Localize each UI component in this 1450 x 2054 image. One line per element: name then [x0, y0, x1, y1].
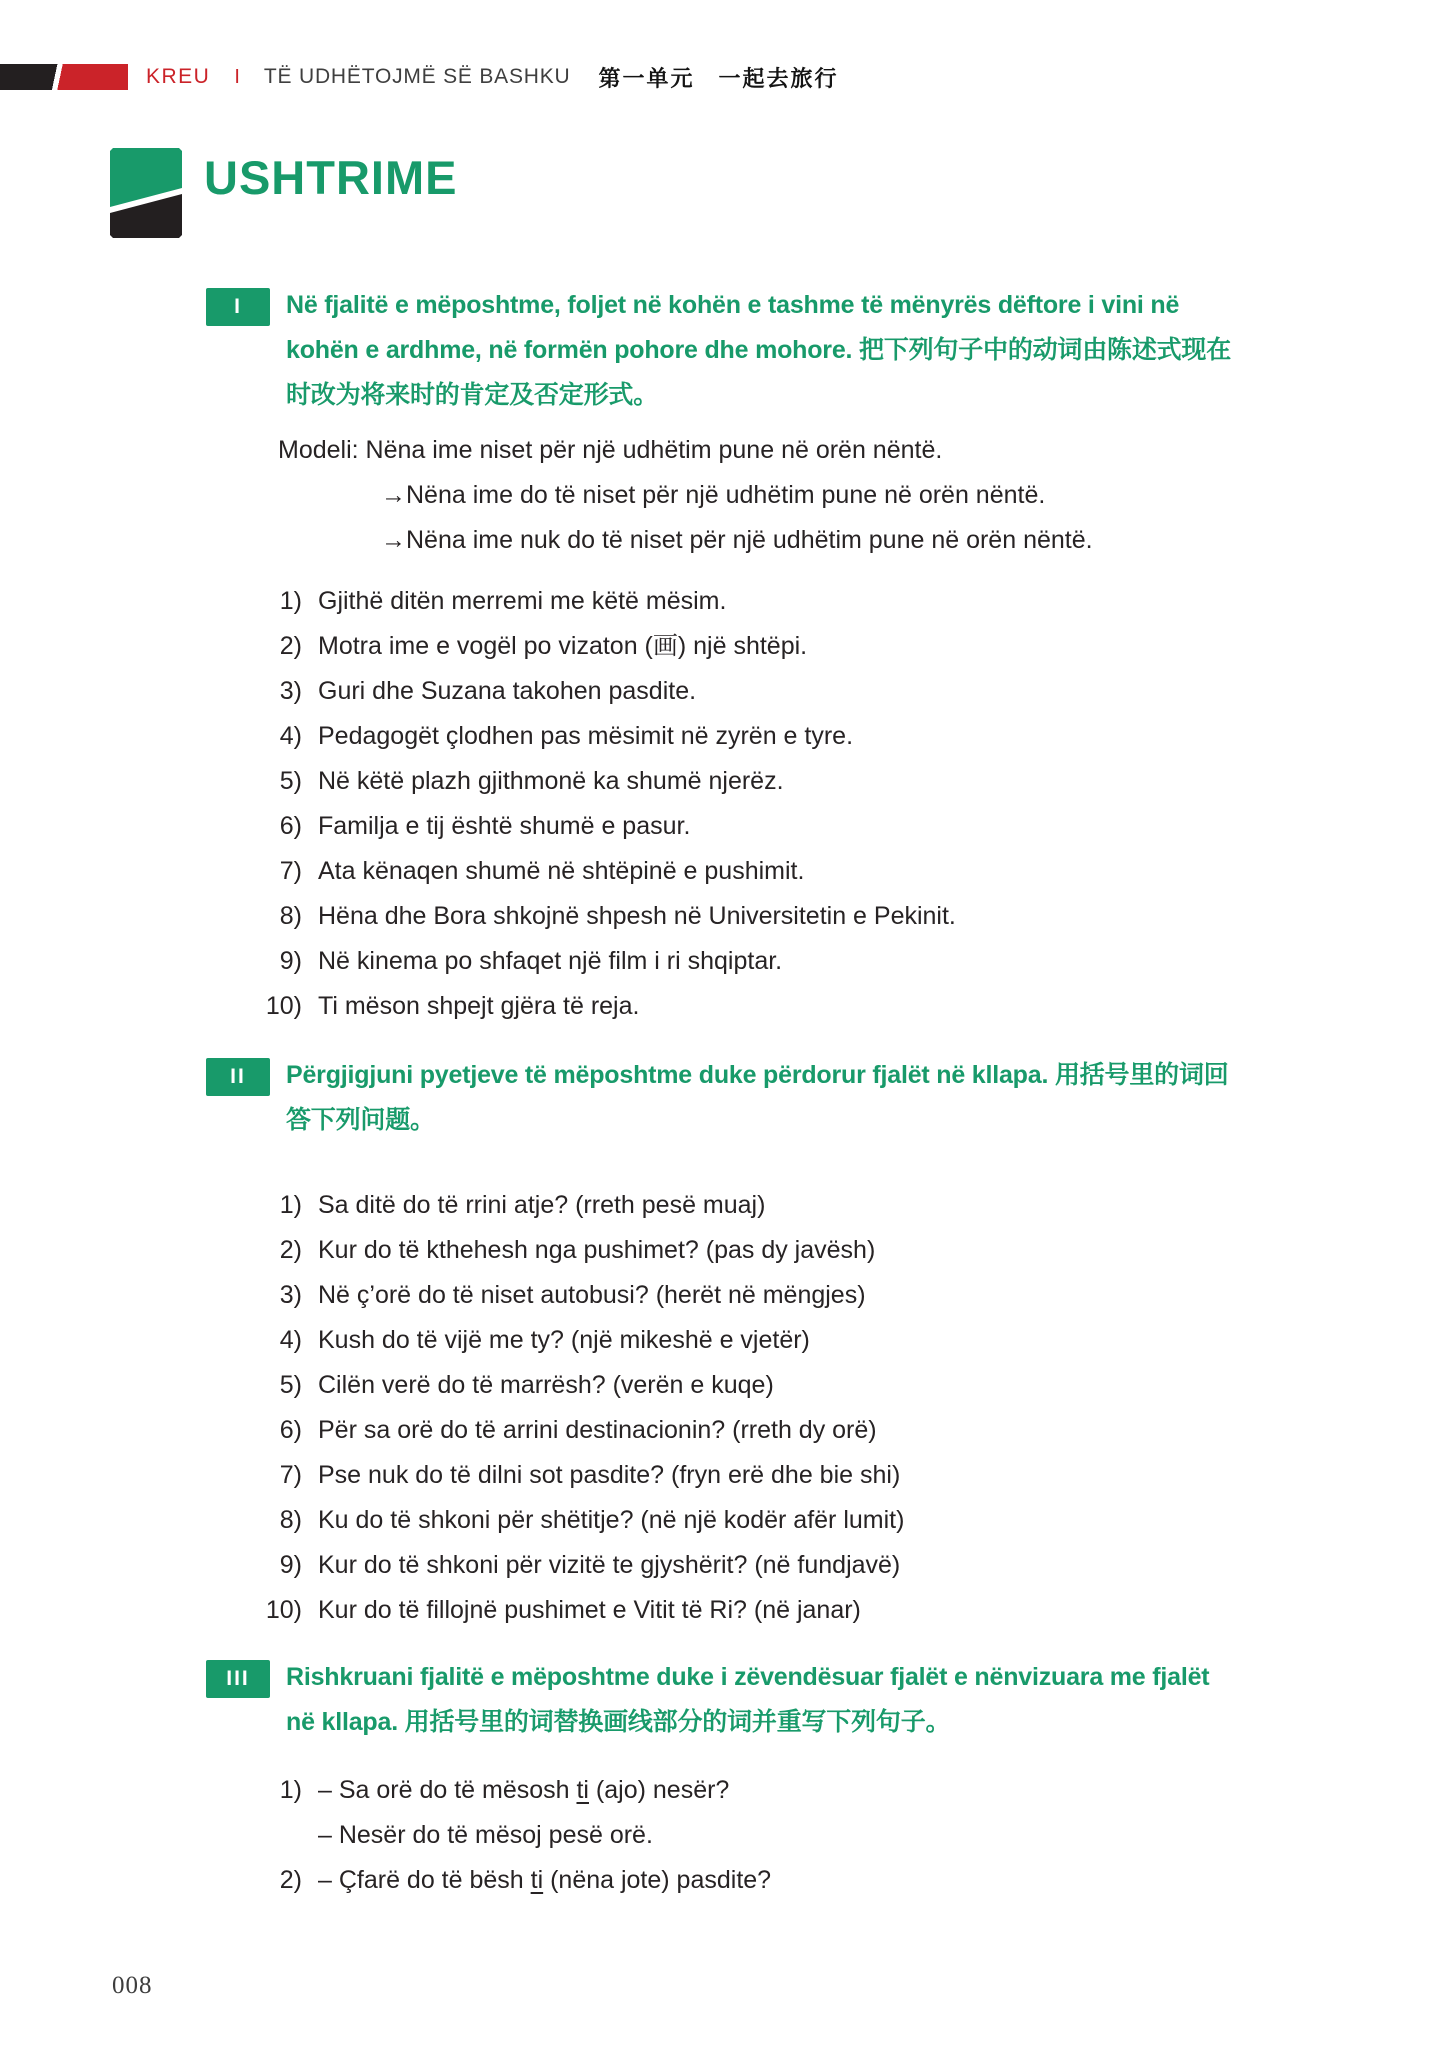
- chapter-title-chinese: 第一单元 一起去旅行: [598, 65, 839, 91]
- item-number: 1): [279, 1191, 302, 1219]
- item-text-post: (ajo) nesër?: [588, 1776, 730, 1804]
- section-1: [0, 283, 1450, 1029]
- underlined-word: ti: [530, 1866, 544, 1894]
- item-number: 8): [279, 1506, 302, 1534]
- ushtrime-header: [110, 148, 457, 238]
- list-item: [206, 1543, 1450, 1588]
- item-text: Hëna dhe Bora shkojnë shpesh në Universitetin e Pekinit.: [318, 902, 956, 930]
- item-number: 5): [279, 1371, 302, 1399]
- section-1-items: [206, 579, 1450, 1029]
- item-text: Kush do të vijë me ty? (një mikeshë e vjetër): [318, 1326, 810, 1354]
- item-number: 2): [279, 1236, 302, 1264]
- list-item: [206, 1813, 1450, 1858]
- item-text: Guri dhe Suzana takohen pasdite.: [318, 677, 697, 705]
- item-number: 9): [279, 947, 302, 975]
- item-text: Ti mëson shpejt gjëra të reja.: [318, 992, 640, 1020]
- section-3: [0, 1655, 1450, 1903]
- list-item: [206, 1858, 1450, 1903]
- item-number: 3): [279, 1281, 302, 1309]
- chapter-band-icon: [0, 64, 128, 90]
- list-item: [206, 579, 1450, 624]
- list-item: [206, 669, 1450, 714]
- item-text: [318, 1813, 653, 1858]
- item-number: 6): [279, 812, 302, 840]
- page-header: [0, 62, 1450, 92]
- list-item: [206, 1363, 1450, 1408]
- model-line: Modeli: Nëna ime niset për një udhëtim pune në orën nëntë.: [278, 436, 943, 464]
- page-number: 008: [112, 1972, 153, 1999]
- section-numeral-badge: II: [206, 1058, 270, 1096]
- section-1-heading: Në fjalitë e mëposhtme, foljet në kohën e tashme të mënyrës dëftore i vini në kohën e ardhme, në formën pohore dhe mohore. 把下列句子中的动词由陈述式现在时改为将来时的肯定及否定形式。: [286, 291, 1232, 409]
- list-item: [206, 984, 1450, 1029]
- item-number: 5): [279, 767, 302, 795]
- page-title: USHTRIME: [204, 151, 458, 204]
- item-text-pre: – Sa orë do të mësosh: [318, 1776, 577, 1804]
- item-text: Gjithë ditën merremi me këtë mësim.: [318, 587, 727, 615]
- item-number: 7): [279, 857, 302, 885]
- list-item: [206, 1318, 1450, 1363]
- item-number: 8): [279, 902, 302, 930]
- item-number: 3): [279, 677, 302, 705]
- item-text-pre: – Çfarë do të bësh: [318, 1866, 531, 1894]
- model-line: →Nëna ime nuk do të niset për një udhëtim pune në orën nëntë.: [381, 526, 1093, 554]
- item-text: Familja e tij është shumë e pasur.: [318, 812, 691, 840]
- item-number: 10): [265, 1596, 302, 1624]
- item-text: [318, 1768, 729, 1813]
- list-item: [206, 1768, 1450, 1813]
- section-2: [0, 1053, 1450, 1633]
- list-item: [206, 1408, 1450, 1453]
- model-line: →Nëna ime do të niset për një udhëtim pune në orën nëntë.: [381, 481, 1046, 509]
- section-2-items: [206, 1183, 1450, 1633]
- item-text: Kur do të kthehesh nga pushimet? (pas dy javësh): [318, 1236, 876, 1264]
- model-example: [206, 428, 1450, 563]
- list-item: [206, 804, 1450, 849]
- item-text: Pse nuk do të dilni sot pasdite? (fryn erë dhe bie shi): [318, 1461, 901, 1489]
- item-text: Kur do të fillojnë pushimet e Vitit të Ri? (në janar): [318, 1596, 861, 1624]
- underlined-word: ti: [576, 1776, 589, 1804]
- item-number: 9): [279, 1551, 302, 1579]
- item-number: 1): [279, 1776, 302, 1804]
- list-item: [206, 714, 1450, 759]
- item-number: 2): [279, 632, 302, 660]
- item-text: Në ç’orë do të niset autobusi? (herët në mëngjes): [318, 1281, 866, 1309]
- item-text: Pedagogët çlodhen pas mësimit në zyrën e tyre.: [318, 722, 854, 750]
- list-item: [206, 1273, 1450, 1318]
- item-text: Cilën verë do të marrësh? (verën e kuqe): [318, 1371, 774, 1399]
- item-text: [318, 1858, 771, 1903]
- item-text-pre: – Nesër do të mësoj pesë orë.: [318, 1821, 653, 1849]
- list-item: [206, 1498, 1450, 1543]
- item-number: 10): [265, 992, 302, 1020]
- section-2-head: [206, 1053, 1450, 1143]
- item-number: 6): [279, 1416, 302, 1444]
- list-item: [206, 1228, 1450, 1273]
- item-text: Në kinema po shfaqet një film i ri shqiptar.: [318, 947, 783, 975]
- list-item: [206, 1453, 1450, 1498]
- item-text: Ata kënaqen shumë në shtëpinë e pushimit.: [318, 857, 805, 885]
- item-text: Ku do të shkoni për shëtitje? (në një kodër afër lumit): [318, 1506, 905, 1534]
- item-number: 4): [279, 1326, 302, 1354]
- list-item: [206, 624, 1450, 669]
- green-black-square-icon: [110, 148, 182, 238]
- item-text: Për sa orë do të arrini destinacionin? (rreth dy orë): [318, 1416, 877, 1444]
- chapter-number: I: [234, 65, 240, 88]
- section-3-items: [206, 1768, 1450, 1903]
- item-number: 1): [279, 587, 302, 615]
- item-text: Kur do të shkoni për vizitë te gjyshërit? (në fundjavë): [318, 1551, 901, 1579]
- item-text: Motra ime e vogël po vizaton (画) një shtëpi.: [318, 632, 808, 660]
- item-text-post: (nëna jote) pasdite?: [543, 1866, 772, 1894]
- item-number: 4): [279, 722, 302, 750]
- item-text: Sa ditë do të rrini atje? (rreth pesë muaj): [318, 1191, 766, 1219]
- chapter-title-albanian: TË UDHËTOJMË SË BASHKU: [263, 65, 571, 88]
- list-item: [206, 849, 1450, 894]
- list-item: [206, 939, 1450, 984]
- section-2-heading: Përgjigjuni pyetjeve të mëposhtme duke përdorur fjalët në kllapa. 用括号里的词回答下列问题。: [286, 1061, 1229, 1134]
- section-3-head: [206, 1655, 1450, 1745]
- list-item: [206, 1183, 1450, 1228]
- list-item: [206, 1588, 1450, 1633]
- item-number: [206, 1813, 302, 1858]
- list-item: [206, 894, 1450, 939]
- section-1-head: [206, 283, 1450, 418]
- item-number: 7): [279, 1461, 302, 1489]
- list-item: [206, 759, 1450, 804]
- item-text: Në këtë plazh gjithmonë ka shumë njerëz.: [318, 767, 784, 795]
- item-number: 2): [279, 1866, 302, 1894]
- section-numeral-badge: I: [206, 288, 270, 326]
- kreu-label: KREU: [146, 65, 211, 88]
- section-3-heading: Rishkruani fjalitë e mëposhtme duke i zëvendësuar fjalët e nënvizuara me fjalët në kllapa. 用括号里的词替换画线部分的词并重写下列句子。: [286, 1663, 1210, 1736]
- section-numeral-badge: III: [206, 1660, 270, 1698]
